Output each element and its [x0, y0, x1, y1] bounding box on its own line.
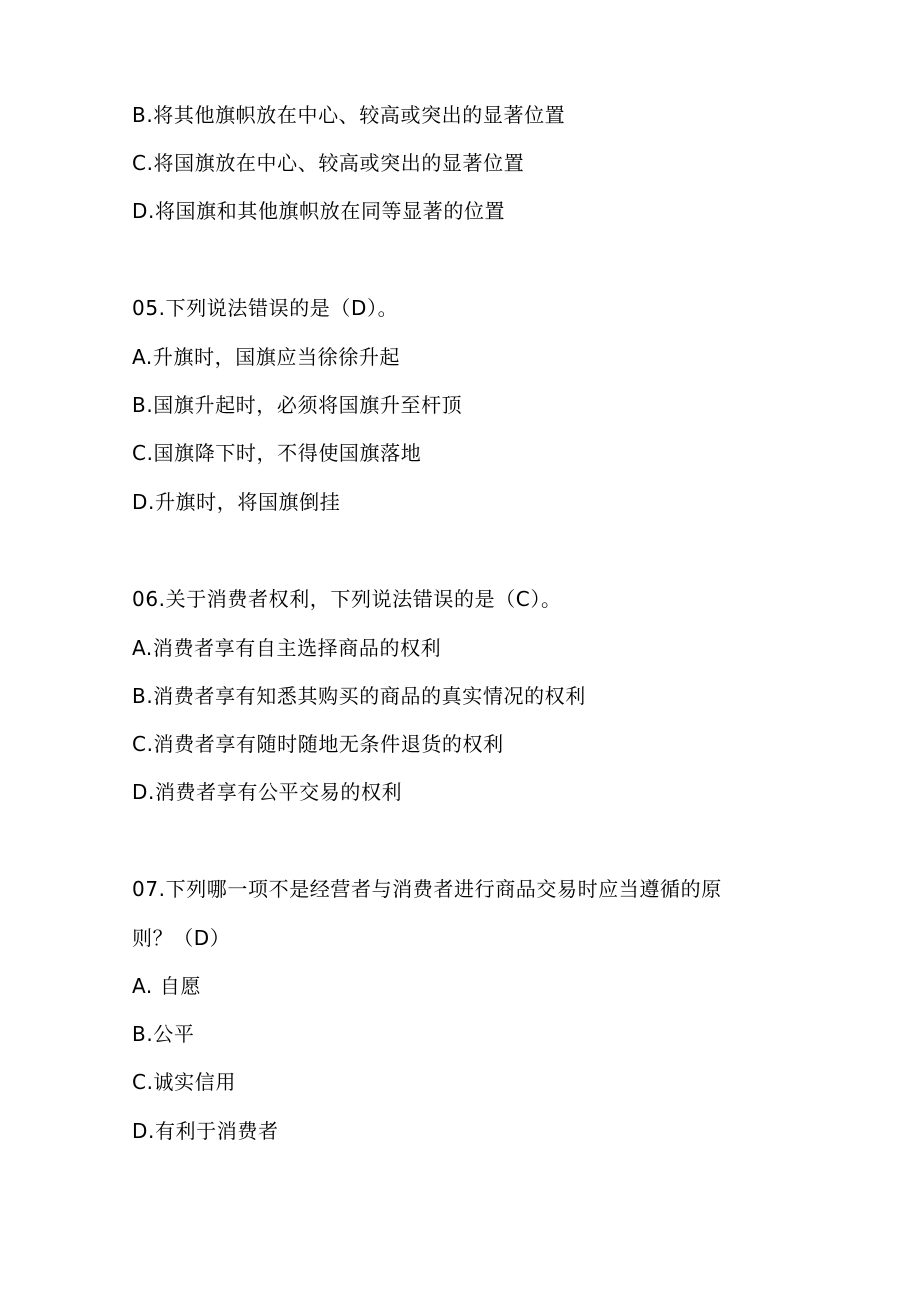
q05-option-a: A.升旗时，国旗应当徐徐升起	[132, 345, 401, 369]
q06-option-a: A.消费者享有自主选择商品的权利	[132, 636, 442, 660]
q04-option-b: B.将其他旗帜放在中心、较高或突出的显著位置	[132, 103, 566, 127]
q05-option-c: C.国旗降下时，不得使国旗落地	[132, 441, 422, 465]
q06-question: 06.关于消费者权利，下列说法错误的是（C）。	[132, 587, 562, 611]
q07-option-d: D.有利于消费者	[132, 1119, 279, 1143]
q06-option-c: C.消费者享有随时随地无条件退货的权利	[132, 732, 504, 756]
q07-option-b: B.公平	[132, 1022, 195, 1046]
q04-option-d: D.将国旗和其他旗帜放在同等显著的位置	[132, 199, 506, 223]
q07-option-c: C.诚实信用	[132, 1070, 236, 1094]
q05-option-d: D.升旗时，将国旗倒挂	[132, 490, 341, 514]
q07-question-line1: 07.下列哪一项不是经营者与消费者进行商品交易时应当遵循的原	[132, 877, 722, 901]
q06-option-d: D.消费者享有公平交易的权利	[132, 780, 403, 804]
q07-option-a: A. 自愿	[132, 974, 202, 998]
q05-question: 05.下列说法错误的是（D）。	[132, 296, 399, 320]
q06-option-b: B.消费者享有知悉其购买的商品的真实情况的权利	[132, 684, 586, 708]
q05-option-b: B.国旗升起时，必须将国旗升至杆顶	[132, 393, 463, 417]
q07-question-line2: 则？（D）	[132, 926, 231, 950]
q04-option-c: C.将国旗放在中心、较高或突出的显著位置	[132, 151, 525, 175]
